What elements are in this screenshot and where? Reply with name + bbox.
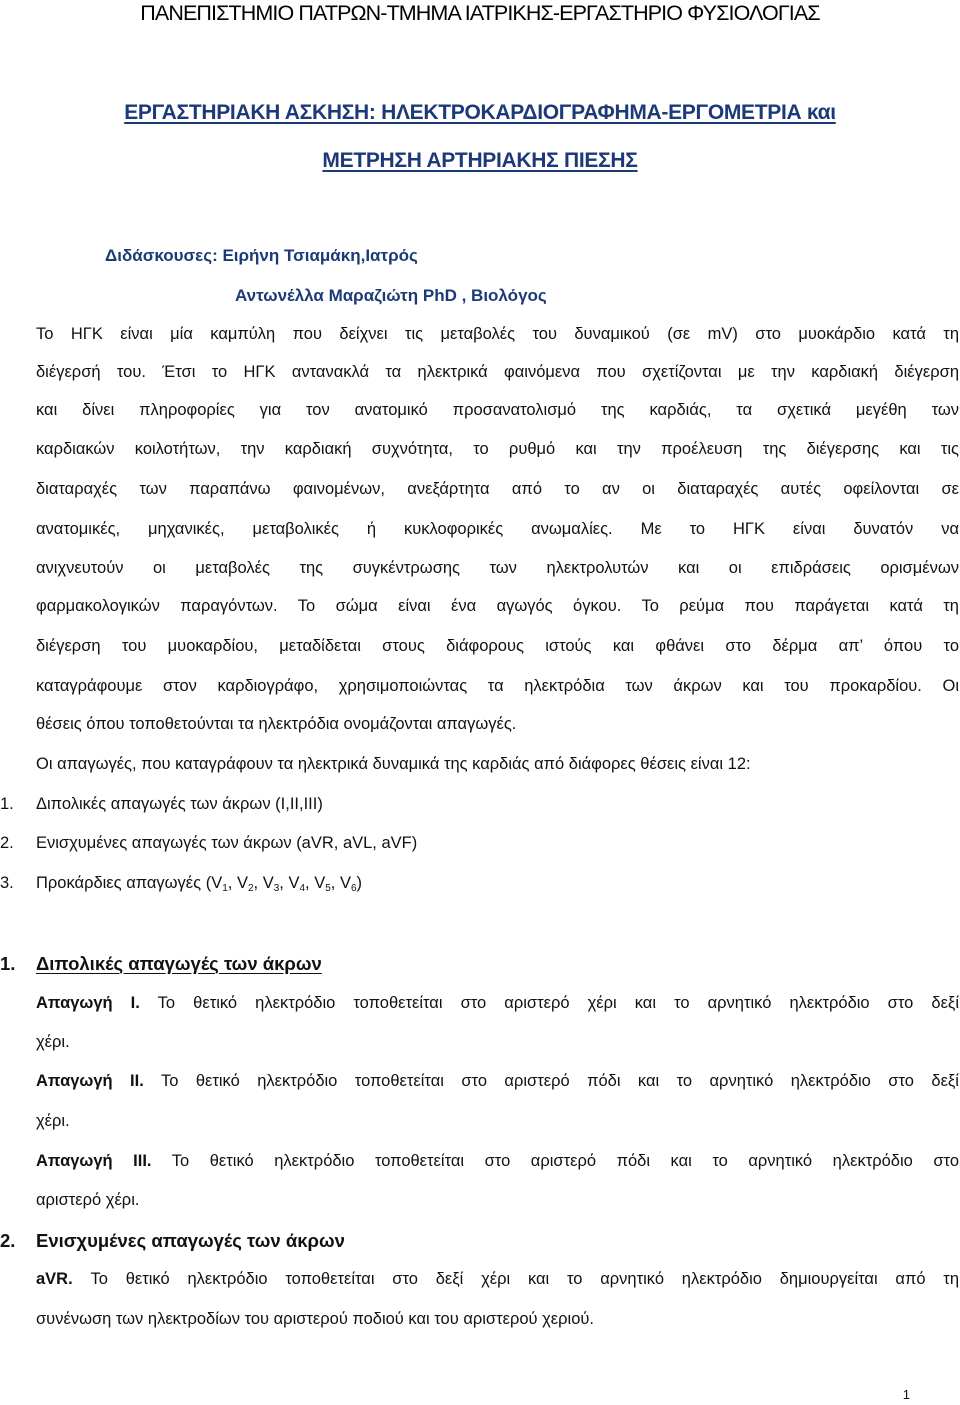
page-number: 1 <box>902 1387 910 1402</box>
lead-ii-description: Απαγωγή ΙΙ. Το θετικό ηλεκτρόδιο τοποθετείται στο αριστερό πόδι και το αρνητικό ηλεκτρόδιο στο δεξί <box>36 1072 959 1090</box>
lead-avr-description: aVR. Το θετικό ηλεκτρόδιο τοποθετείται στο δεξί χέρι και το αρνητικό ηλεκτρόδιο δημιουργείται από τη <box>36 1270 959 1288</box>
instructors-line-1: Διδάσκουσες: Ειρήνη Τσιαμάκη,Ιατρός <box>105 246 418 265</box>
title-line-1: ΕΡΓΑΣΤΗΡΙΑΚΗ ΑΣΚΗΣΗ: ΗΛΕΚΤΡΟΚΑΡΔΙΟΓΡΑΦΗΜΑ-ΕΡΓΟΜΕΤΡΙΑ και <box>124 101 836 124</box>
precordial-suffix: ) <box>356 874 363 892</box>
lead-v3: $V_3$, <box>262 874 289 894</box>
intro-line: διαταραχές των παραπάνω φαινομένων, ανεξάρτητα από το αν οι διαταραχές αυτές οφείλονται σε <box>36 480 959 498</box>
intro-line-last: θέσεις όπου τοποθετούνται τα ηλεκτρόδια ονομάζονται απαγωγές. <box>36 715 517 733</box>
lead-v2: $V_2$, <box>236 874 263 894</box>
section-2-title: Ενισχυμένες απαγωγές των άκρων <box>36 1230 345 1251</box>
lead-iii-label: Απαγωγή ΙΙΙ. <box>36 1152 152 1170</box>
intro-line: διέγερση του μυοκαρδίου, μεταδίδεται στους διάφορους ιστούς και φθάνει στο δέρμα απ’ όπου το <box>36 637 959 655</box>
lead-i-description-cont: χέρι. <box>36 1033 70 1051</box>
lead-ii-label: Απαγωγή ΙΙ. <box>36 1072 144 1090</box>
leads-intro: Οι απαγωγές, που καταγράφουν τα ηλεκτρικά δυναμικά της καρδιάς από διάφορες θέσεις είναι 12: <box>36 755 751 773</box>
intro-line: ανατομικές, μηχανικές, μεταβολικές ή κυκλοφορικές ανωμαλίες. Με το ΗΓΚ είναι δυνατόν να <box>36 520 959 538</box>
lead-v4: $V_4$, <box>288 874 315 894</box>
list-number: 2. <box>0 834 14 852</box>
intro-line: καρδιακών κοιλοτήτων, την καρδιακή συχνότητα, το ρυθμό και την προέλευση της διέγερσης και τις <box>36 440 959 458</box>
title-line-2: ΜΕΤΡΗΣΗ ΑΡΤΗΡΙΑΚΗΣ ΠΙΕΣΗΣ <box>322 149 638 172</box>
lead-list-item-bipolar: Διπολικές απαγωγές των άκρων (Ι,ΙΙ,ΙΙΙ) <box>36 795 323 813</box>
intro-line: και δίνει πληροφορίες για τον ανατομικό προσανατολισμό της καρδιάς, τα σχετικά μεγέθη των <box>36 401 959 419</box>
lead-iii-description-cont: αριστερό χέρι. <box>36 1191 140 1209</box>
lead-list-item-augmented: Ενισχυμένες απαγωγές των άκρων (aVR, aVL, aVF) <box>36 834 418 852</box>
instructors-line-2: Αντωνέλλα Μαραζιώτη PhD , Βιολόγος <box>235 286 547 305</box>
lead-i-description: Απαγωγή Ι. Το θετικό ηλεκτρόδιο τοποθετείται στο αριστερό χέρι και το αρνητικό ηλεκτρόδιο στο δεξί <box>36 994 959 1012</box>
precordial-prefix: Προκάρδιες απαγωγές ( <box>36 874 212 892</box>
page-header: ΠΑΝΕΠΙΣΤΗΜΙΟ ΠΑΤΡΩΝ-ΤΜΗΜΑ ΙΑΤΡΙΚΗΣ-ΕΡΓΑΣΤΗΡΙΟ ΦΥΣΙΟΛΟΓΙΑΣ <box>140 1 820 25</box>
lead-v1: $V_1$, <box>211 874 237 894</box>
lead-v5: $V_5$, <box>314 874 340 894</box>
list-number: 3. <box>0 874 14 892</box>
section-2-number: 2. <box>0 1230 16 1251</box>
lead-i-label: Απαγωγή Ι. <box>36 994 140 1012</box>
intro-line: καταγράφουμε στον καρδιογράφο, χρησιμοποιώντας τα ηλεκτρόδια των άκρων και του προκαρδίου. Οι <box>36 677 959 695</box>
lead-avr-description-cont: συνένωση των ηλεκτροδίων του αριστερού ποδιού και του αριστερού χεριού. <box>36 1310 594 1328</box>
intro-line: διέγερσή του. Έτσι το ΗΓΚ αντανακλά τα ηλεκτρικά φαινόμενα που σχετίζονται με την καρδιακή διέγερση <box>36 363 959 381</box>
lead-list-item-precordial <box>36 872 362 894</box>
section-1-title: Διπολικές απαγωγές των άκρων <box>36 953 322 974</box>
intro-line: φαρμακολογικών παραγόντων. Το σώμα είναι ένα αγωγός όγκου. Το ρεύμα που παράγεται κατά τη <box>36 597 959 615</box>
lead-avr-label: aVR. <box>36 1270 73 1288</box>
lead-ii-description-cont: χέρι. <box>36 1112 70 1130</box>
section-1-number: 1. <box>0 953 16 974</box>
lead-iii-description: Απαγωγή ΙΙΙ. Το θετικό ηλεκτρόδιο τοποθετείται στο αριστερό πόδι και το αρνητικό ηλεκτρόδιο στο <box>36 1152 959 1170</box>
intro-line: Το ΗΓΚ είναι μία καμπύλη που δείχνει τις μεταβολές του δυναμικού (σε mV) στο μυοκάρδιο κατά τη <box>36 325 959 343</box>
list-number: 1. <box>0 795 14 813</box>
lead-v6: $V_6$ <box>339 874 357 894</box>
intro-line: ανιχνευτούν οι μεταβολές της συγκέντρωσης των ηλεκτρολυτών και οι επιδράσεις ορισμένων <box>36 559 959 577</box>
